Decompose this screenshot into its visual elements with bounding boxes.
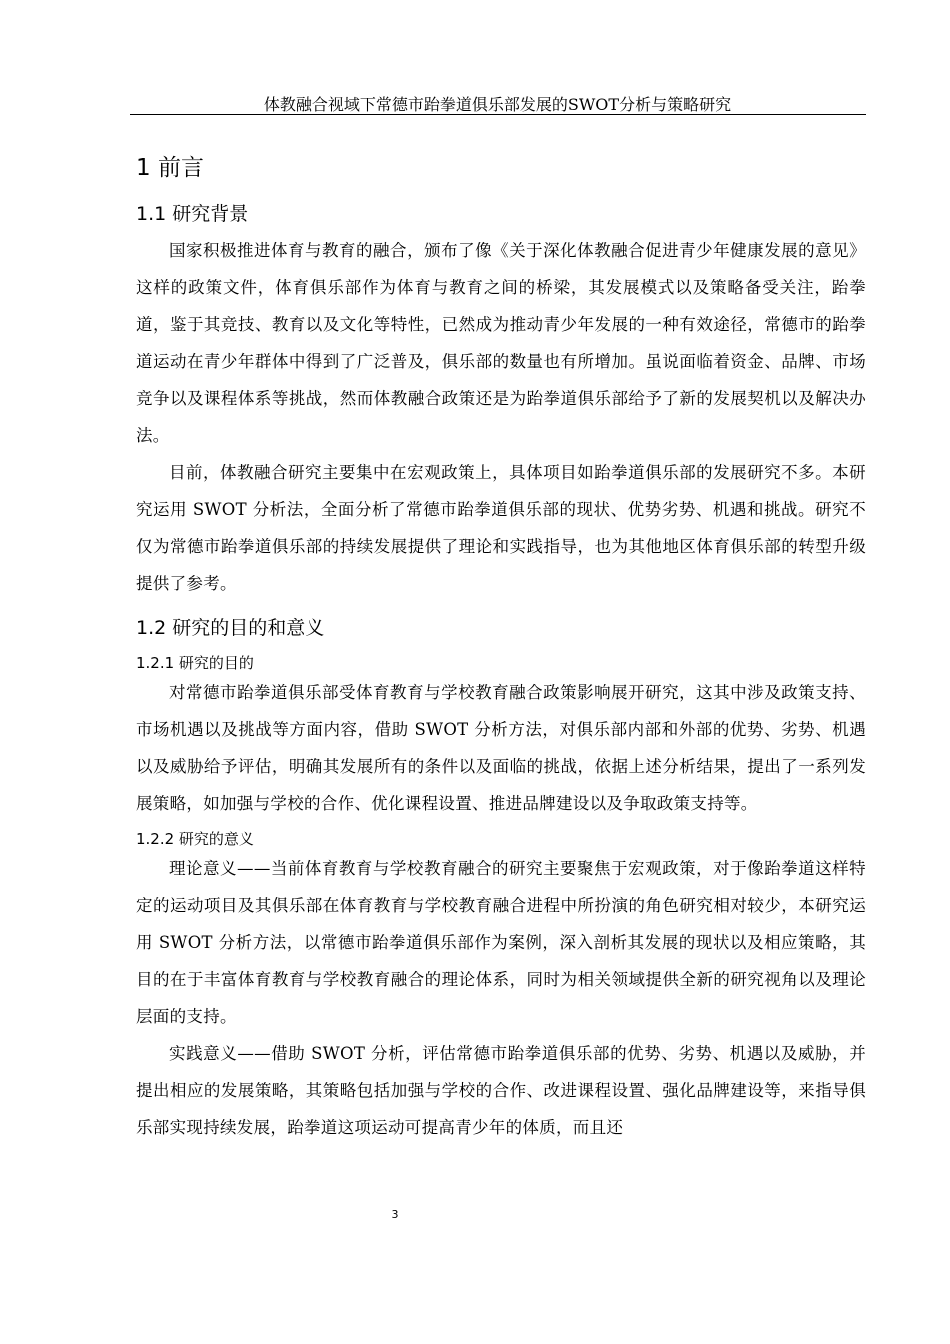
paragraph-background-1: 国家积极推进体育与教育的融合，颁布了像《关于深化体教融合促进青少年健康发展的意见》这样的政策文件，体育俱乐部作为体育与教育之间的桥梁，其发展模式以及策略备受关注，跆拳道，鉴于其竞技、教育以及文化等特性，已然成为推动青少年发展的一种有效途径，常德市的跆拳道运动在青少年群体中得到了广泛普及，俱乐部的数量也有所增加。虽说面临着资金、品牌、市场竞争以及课程体系等挑战，然而体教融合政策还是为跆拳道俱乐部给予了新的发展契机以及解决办法。 <box>136 241 866 445</box>
paragraph-background-2: 目前，体教融合研究主要集中在宏观政策上，具体项目如跆拳道俱乐部的发展研究不多。本研究运用 SWOT 分析法，全面分析了常德市跆拳道俱乐部的现状、优势劣势、机遇和挑战。研究不仅为常德市跆拳道俱乐部的持续发展提供了理论和实践指导，也为其他地区体育俱乐部的转型升级提供了参考。 <box>136 463 866 593</box>
header-rule <box>130 114 866 115</box>
paragraph-practical-significance: 实践意义——借助 SWOT 分析，评估常德市跆拳道俱乐部的优势、劣势、机遇以及威胁，并提出相应的发展策略，其策略包括加强与学校的合作、改进课程设置、强化品牌建设等，来指导俱乐部实现持续发展，跆拳道这项运动可提高青少年的体质，而且还 <box>136 1044 866 1137</box>
section-heading-1-2-2: 1.2.2 研究的意义 <box>136 830 254 848</box>
paragraph-theoretical-significance: 理论意义——当前体育教育与学校教育融合的研究主要聚焦于宏观政策，对于像跆拳道这样特定的运动项目及其俱乐部在体育教育与学校教育融合进程中所扮演的角色研究相对较少，本研究运用 SWOT 分析方法，以常德市跆拳道俱乐部作为案例，深入剖析其发展的现状以及相应策略，其目的在于丰富体育教育与学校教育融合的理论体系，同时为相关领域提供全新的研究视角以及理论层面的支持。 <box>136 859 866 1026</box>
section-heading-1: 1 前言 <box>136 155 204 181</box>
paragraph-purpose: 对常德市跆拳道俱乐部受体育教育与学校教育融合政策影响展开研究，这其中涉及政策支持、市场机遇以及挑战等方面内容，借助 SWOT 分析方法，对俱乐部内部和外部的优势、劣势、机遇以及威胁给予评估，明确其发展所有的条件以及面临的挑战，依据上述分析结果，提出了一系列发展策略，如加强与学校的合作、优化课程设置、推进品牌建设以及争取政策支持等。 <box>136 683 866 813</box>
page-number: 3 <box>391 1208 399 1221</box>
section-heading-1-1: 1.1 研究背景 <box>136 203 249 225</box>
running-header: 体教融合视域下常德市跆拳道俱乐部发展的SWOT分析与策略研究 <box>263 95 732 114</box>
section-heading-1-2-1: 1.2.1 研究的目的 <box>136 654 254 672</box>
page-body <box>136 140 866 1146</box>
section-heading-1-2: 1.2 研究的目的和意义 <box>136 617 325 639</box>
